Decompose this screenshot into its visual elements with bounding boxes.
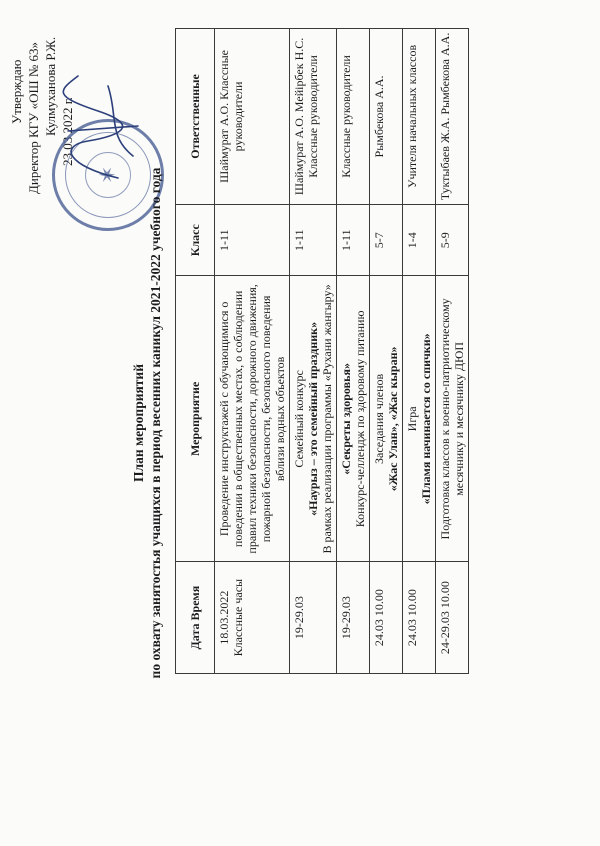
event-title: «Секреты здоровья» bbox=[339, 363, 353, 475]
row-responsible: Классные руководители bbox=[337, 29, 370, 205]
row-date: 24.03 10.00 bbox=[403, 562, 436, 674]
row-date: 24-29.03 10.00 bbox=[436, 562, 469, 674]
title-line-1: План мероприятий bbox=[131, 364, 146, 482]
row-class: 5-9 bbox=[436, 204, 469, 276]
event-text: Проведение инструктажей с обучающимися о поведении в общественных местах, о соблюдении правил техники безопасности, дорожного движения, пожарной безопасности, безопасного поведения вблизи водных объектов bbox=[217, 284, 287, 554]
header-date: Дата Время bbox=[176, 562, 215, 674]
event-title: «Пламя начинается со спички» bbox=[419, 333, 433, 505]
title-line-2: по охвату занятостья учащихся в период весенних каникул 2021-2022 учебного года bbox=[148, 167, 163, 679]
event-text: Игра bbox=[405, 406, 419, 432]
row-class: 1-11 bbox=[290, 204, 337, 276]
approval-line-1: Утверждаю bbox=[9, 59, 24, 124]
row-event bbox=[403, 276, 436, 562]
row-class: 1-4 bbox=[403, 204, 436, 276]
header-responsible: Ответственные bbox=[176, 29, 215, 205]
row-event bbox=[290, 276, 337, 562]
table-row bbox=[403, 29, 436, 674]
table-row bbox=[215, 29, 290, 674]
event-note: В рамках реализации программы «Рухани жангыру» bbox=[320, 284, 334, 554]
header-event: Мероприятие bbox=[176, 276, 215, 562]
table-row bbox=[337, 29, 370, 674]
table-row bbox=[370, 29, 403, 674]
event-title: «Жас Улан», «Жас кыран» bbox=[386, 346, 400, 492]
row-responsible: Шаймурат А.О. Классные руководители bbox=[215, 29, 290, 205]
events-table bbox=[175, 28, 469, 674]
row-event bbox=[370, 276, 403, 562]
row-date: 18.03.2022 Классные часы bbox=[215, 562, 290, 674]
row-responsible: Шаймурат А.О. Мейірбек Н.С. Классные руководители bbox=[290, 29, 337, 205]
approval-line-3: Кулмуханова Р.Ж. bbox=[43, 36, 58, 136]
row-responsible: Рымбекова А.А. bbox=[370, 29, 403, 205]
approval-line-4: 23 03 2022 г. bbox=[60, 97, 75, 166]
table-header-row bbox=[176, 29, 215, 674]
event-text: Подготовка классов к военно-патриотическому месячнику и месячнику ДЮП bbox=[438, 298, 466, 540]
event-title: «Наурыз – это семейный праздник» bbox=[306, 321, 320, 516]
row-class: 1-11 bbox=[337, 204, 370, 276]
row-date: 24.03 10.00 bbox=[370, 562, 403, 674]
row-class: 1-11 bbox=[215, 204, 290, 276]
row-responsible: Учителя начальных классов bbox=[403, 29, 436, 205]
row-date: 19-29.03 bbox=[337, 562, 370, 674]
header-class: Класс bbox=[176, 204, 215, 276]
row-class: 5-7 bbox=[370, 204, 403, 276]
page-title bbox=[130, 0, 164, 846]
event-text: Семейный конкурс bbox=[292, 370, 306, 468]
row-date: 19-29.03 bbox=[290, 562, 337, 674]
event-text: Заседания членов bbox=[372, 373, 386, 464]
row-event bbox=[436, 276, 469, 562]
row-event bbox=[215, 276, 290, 562]
official-stamp: ✶ bbox=[52, 119, 164, 231]
event-note: Конкурс-челлендж по здоровому питанию bbox=[353, 310, 367, 528]
table-row bbox=[436, 29, 469, 674]
approval-line-2: Директор КГУ «ОШ № 63» bbox=[26, 41, 41, 194]
row-responsible: Туктыбаев Ж.А. Рымбекова А.А. bbox=[436, 29, 469, 205]
row-event bbox=[337, 276, 370, 562]
table-row bbox=[290, 29, 337, 674]
